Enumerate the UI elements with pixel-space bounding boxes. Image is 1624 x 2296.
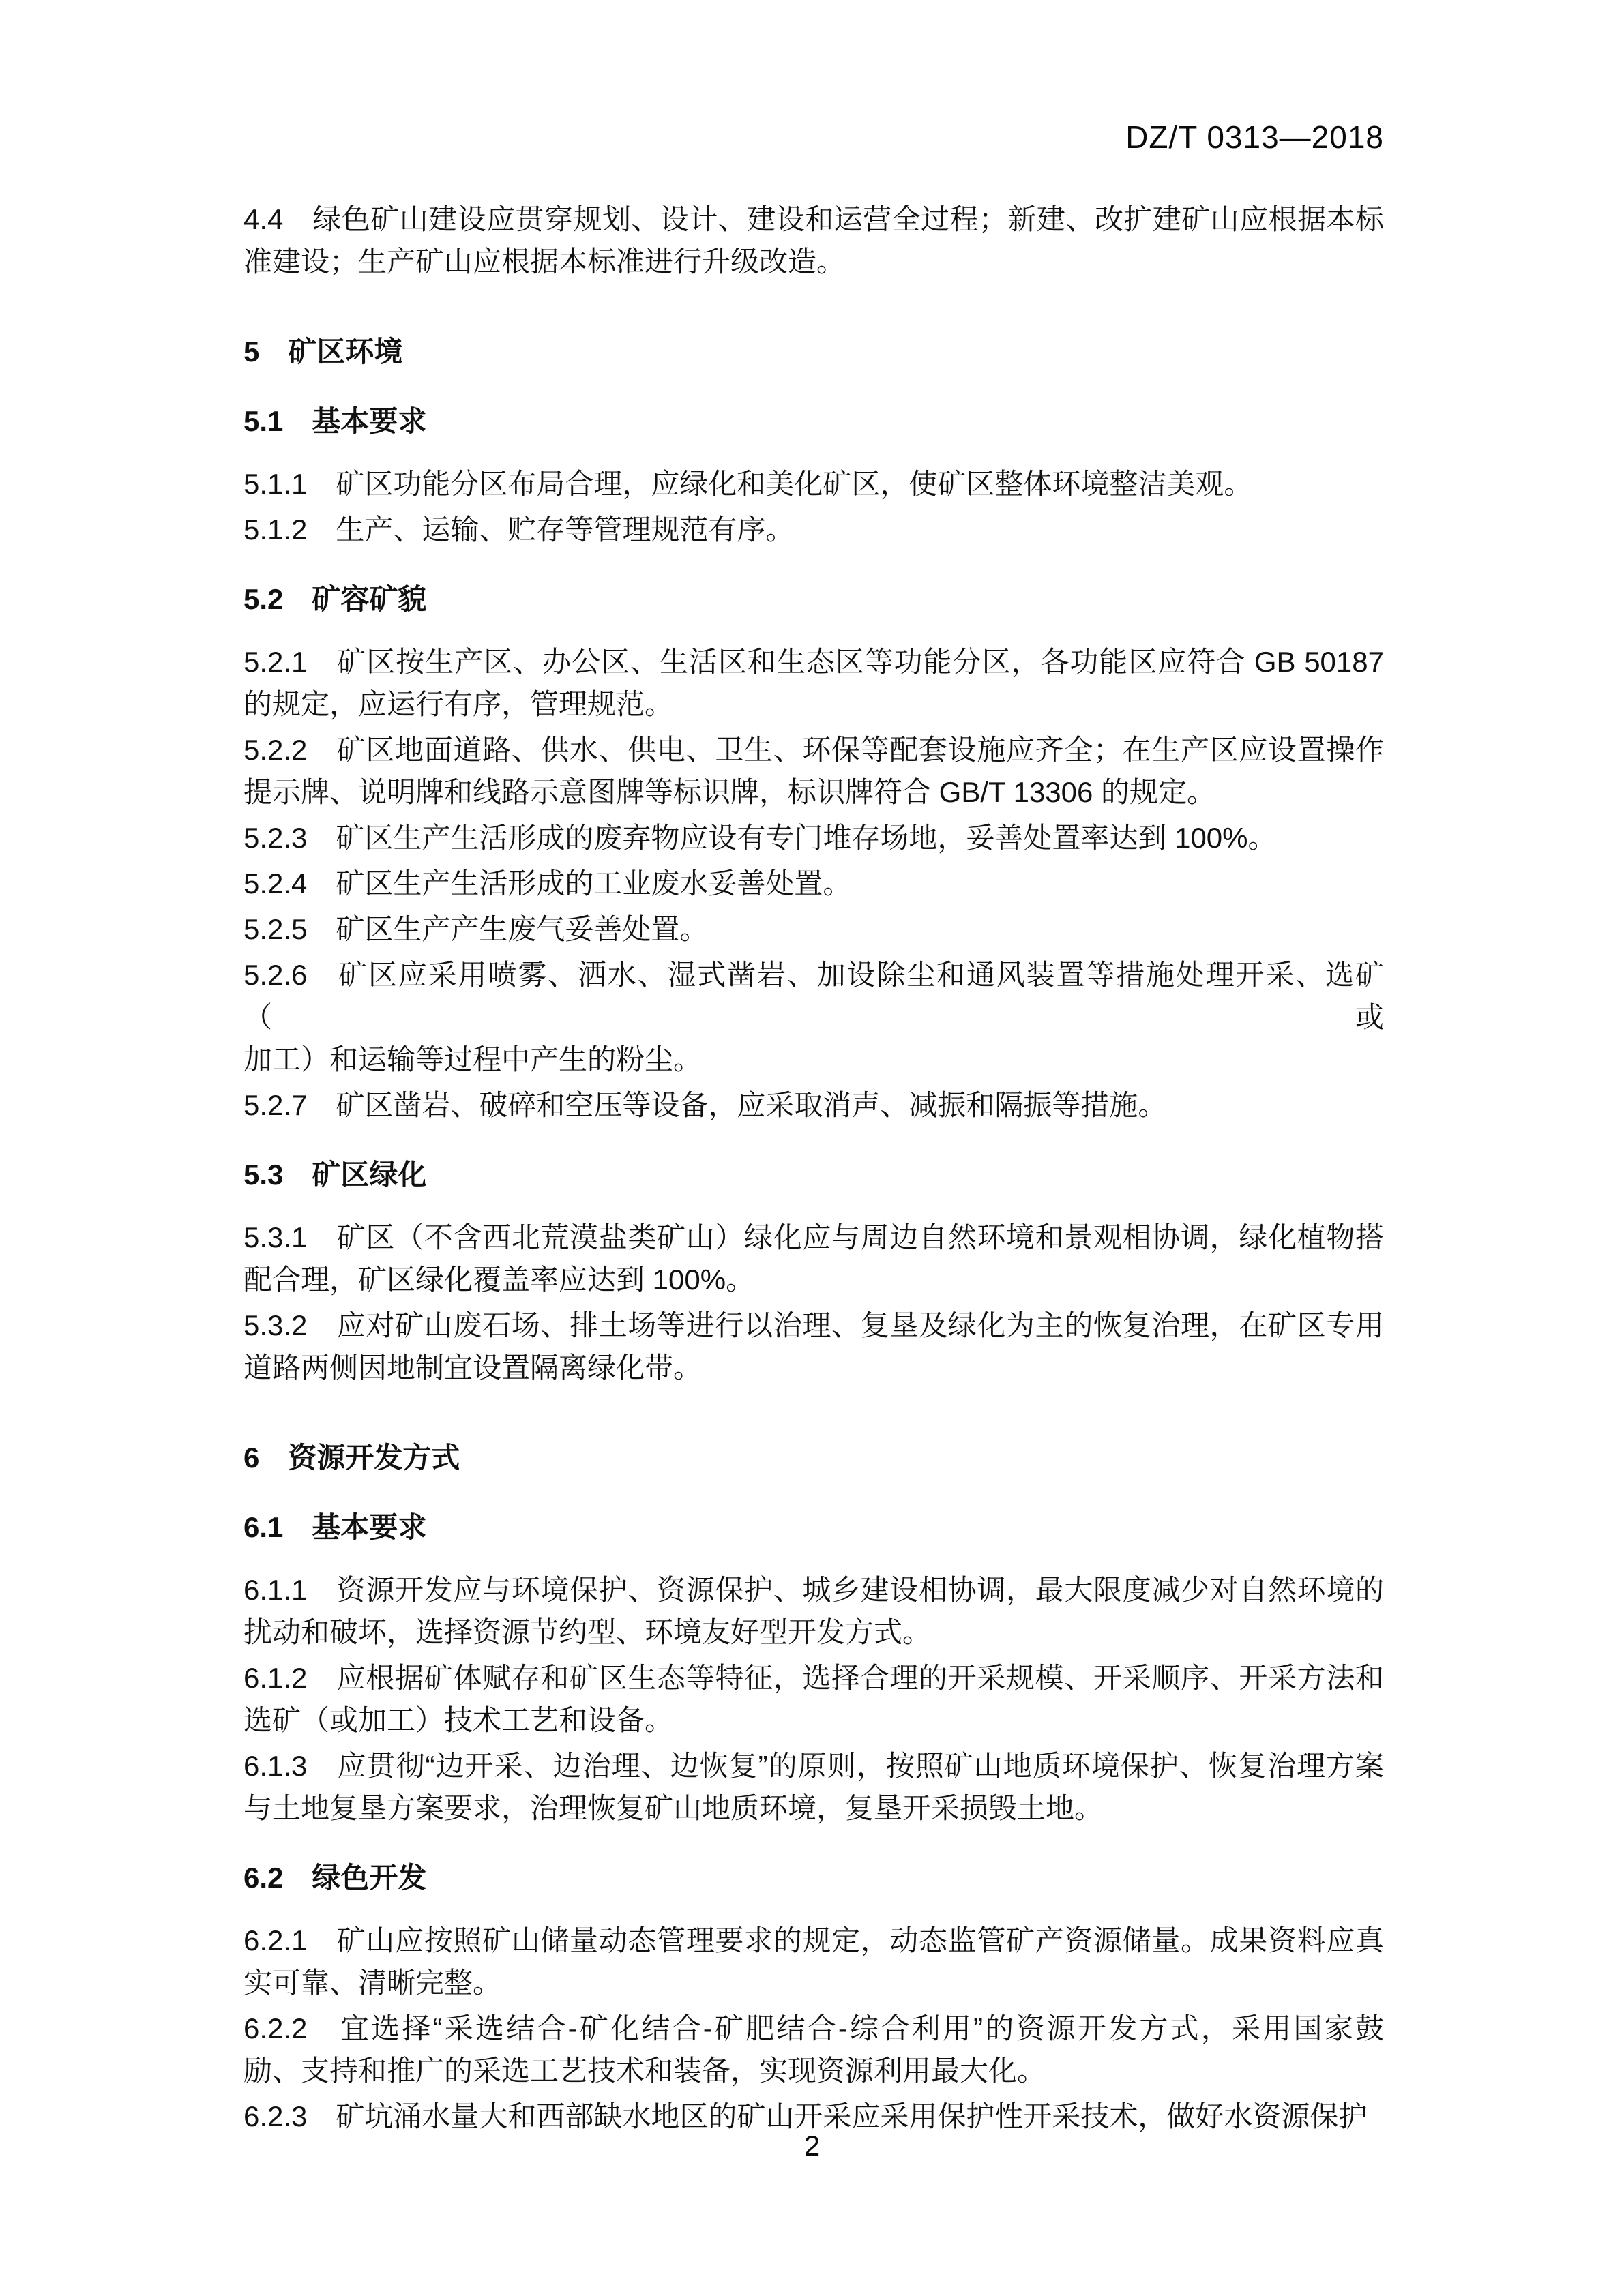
clause-5.2.6-line-2: 加工）和运输等过程中产生的粉尘。 — [243, 1043, 703, 1075]
section-heading-5.1: 5.1 基本要求 — [243, 405, 427, 437]
section-heading-6.2: 6.2 绿色开发 — [243, 1862, 427, 1894]
clause-6.2.1-line-1: 6.2.1 矿山应按照矿山储量动态管理要求的规定，动态监管矿产资源储量。成果资料应真 — [243, 1924, 1384, 1956]
clause-4.4-line-2: 准建设；生产矿山应根据本标准进行升级改造。 — [243, 245, 846, 278]
clause-5.2.2 — [243, 729, 1384, 814]
clause-6.2.1-line-2: 实可靠、清晰完整。 — [243, 1967, 502, 1999]
section-heading-6: 6 资源开发方式 — [243, 1442, 460, 1474]
clause-5.1.1 — [243, 463, 1384, 505]
clause-4.4 — [243, 198, 1384, 283]
clause-5.2.2-line-2: 提示牌、说明牌和线路示意图牌等标识牌，标识牌符合 GB/T 13306 的规定。 — [243, 776, 1216, 808]
clause-5.3.1-line-2: 配合理，矿区绿化覆盖率应达到 100%。 — [243, 1264, 755, 1296]
clause-6.2.2-line-1: 6.2.2 宜选择“采选结合-矿化结合-矿肥结合-综合利用”的资源开发方式，采用国家鼓 — [243, 2012, 1384, 2044]
clause-5.1.2-line-1: 5.1.2 生产、运输、贮存等管理规范有序。 — [243, 513, 795, 546]
clause-6.1.3-line-1: 6.1.3 应贯彻“边开采、边治理、边恢复”的原则，按照矿山地质环境保护、恢复治理方案 — [243, 1750, 1384, 1782]
clause-6.1.3 — [243, 1745, 1384, 1830]
clause-5.2.7 — [243, 1084, 1384, 1127]
clause-5.1.1-line-1: 5.1.1 矿区功能分区布局合理，应绿化和美化矿区，使矿区整体环境整洁美观。 — [243, 468, 1253, 500]
document-body — [243, 198, 1384, 2141]
clause-6.2.2-line-2: 励、支持和推广的采选工艺技术和装备，实现资源利用最大化。 — [243, 2055, 1046, 2087]
clause-5.2.1-line-2: 的规定，应运行有序，管理规范。 — [243, 688, 674, 720]
clause-5.2.4 — [243, 863, 1384, 905]
clause-6.1.2-line-2: 选矿（或加工）技术工艺和设备。 — [243, 1704, 674, 1736]
clause-5.2.2-line-1: 5.2.2 矿区地面道路、供水、供电、卫生、环保等配套设施应齐全；在生产区应设置操作 — [243, 734, 1384, 766]
clause-5.2.1-line-1: 5.2.1 矿区按生产区、办公区、生活区和生态区等功能分区，各功能区应符合 GB 50187 — [243, 646, 1384, 678]
clause-6.2.1 — [243, 1920, 1384, 2004]
clause-5.2.5 — [243, 908, 1384, 951]
page-number: 2 — [803, 2130, 821, 2162]
section-heading-5.3: 5.3 矿区绿化 — [243, 1159, 427, 1191]
clause-6.2.2 — [243, 2008, 1384, 2092]
section-heading-5: 5 矿区环境 — [243, 336, 403, 368]
clause-6.1.1-line-2: 扰动和破坏，选择资源节约型、环境友好型开发方式。 — [243, 1616, 932, 1648]
clause-5.1.2 — [243, 509, 1384, 551]
standard-code-header: DZ/T 0313—2018 — [1125, 119, 1384, 155]
clause-5.3.2-line-1: 5.3.2 应对矿山废石场、排土场等进行以治理、复垦及绿化为主的恢复治理，在矿区专用 — [243, 1309, 1384, 1341]
clause-6.1.2 — [243, 1657, 1384, 1742]
section-heading-5.2: 5.2 矿容矿貌 — [243, 583, 427, 615]
clause-5.2.7-line-1: 5.2.7 矿区凿岩、破碎和空压等设备，应采取消声、减振和隔振等措施。 — [243, 1089, 1167, 1121]
clause-5.3.1 — [243, 1217, 1384, 1301]
clause-6.1.2-line-1: 6.1.2 应根据矿体赋存和矿区生态等特征，选择合理的开采规模、开采顺序、开采方法和 — [243, 1662, 1384, 1694]
clause-5.2.1 — [243, 641, 1384, 726]
section-heading-6.1: 6.1 基本要求 — [243, 1511, 427, 1543]
clause-4.4-line-1: 4.4 绿色矿山建设应贯穿规划、设计、建设和运营全过程；新建、改扩建矿山应根据本标 — [243, 203, 1384, 235]
clause-6.1.1-line-1: 6.1.1 资源开发应与环境保护、资源保护、城乡建设相协调，最大限度减少对自然环境的 — [243, 1574, 1384, 1606]
clause-5.3.2-line-2: 道路两侧因地制宜设置隔离绿化带。 — [243, 1352, 703, 1384]
clause-5.2.4-line-1: 5.2.4 矿区生产生活形成的工业废水妥善处置。 — [243, 867, 852, 899]
clause-6.2.3-line-1: 6.2.3 矿坑涌水量大和西部缺水地区的矿山开采应采用保护性开采技术，做好水资源保护 — [243, 2100, 1368, 2132]
clause-5.3.1-line-1: 5.3.1 矿区（不含西北荒漠盐类矿山）绿化应与周边自然环境和景观相协调，绿化植物搭 — [243, 1221, 1384, 1253]
clause-5.2.3-line-1: 5.2.3 矿区生产生活形成的废弃物应设有专门堆存场地，妥善处置率达到 100%。 — [243, 822, 1277, 854]
clause-6.1.3-line-2: 与土地复垦方案要求，治理恢复矿山地质环境，复垦开采损毁土地。 — [243, 1792, 1104, 1824]
clause-5.3.2 — [243, 1304, 1384, 1389]
clause-5.2.5-line-1: 5.2.5 矿区生产产生废气妥善处置。 — [243, 913, 709, 945]
clause-6.1.1 — [243, 1569, 1384, 1654]
clause-5.2.6 — [243, 954, 1384, 1081]
clause-5.2.3 — [243, 817, 1384, 859]
clause-5.2.6-line-1: 5.2.6 矿区应采用喷雾、洒水、湿式凿岩、加设除尘和通风装置等措施处理开采、选矿（或 — [243, 959, 1384, 1033]
